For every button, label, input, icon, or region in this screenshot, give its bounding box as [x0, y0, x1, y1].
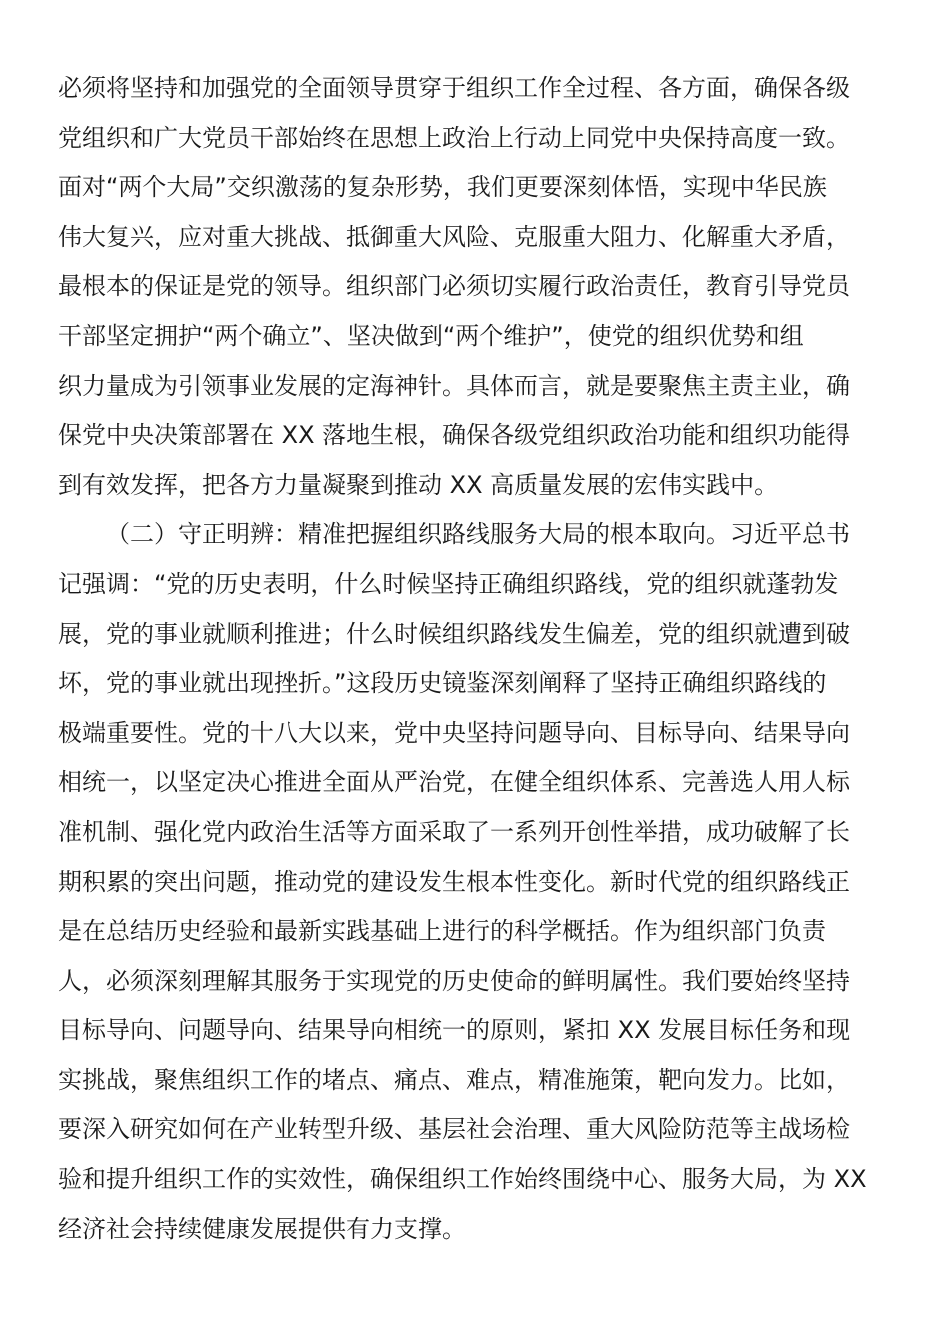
text-line: 人，必须深刻理解其服务于实现党的历史使命的鲜明属性。我们要始终坚持: [58, 966, 850, 995]
text-line: 实挑战，聚焦组织工作的堵点、痛点、难点，精准施策，靶向发力。比如，: [58, 1065, 850, 1094]
text-line: 准机制、强化党内政治生活等方面采取了一系列开创性举措，成功破解了长: [58, 817, 850, 846]
text-line: 到有效发挥，把各方力量凝聚到推动 XX 高质量发展的宏伟实践中。: [58, 470, 779, 499]
text-line: 保党中央决策部署在 XX 落地生根，确保各级党组织政治功能和组织功能得: [58, 421, 851, 450]
text-line: 最根本的保证是党的领导。组织部门必须切实履行政治责任，教育引导党员: [58, 272, 850, 301]
text-line: 干部坚定拥护“两个确立”、坚决做到“两个维护”，使党的组织优势和组: [58, 321, 804, 350]
text-line: 是在总结历史经验和最新实践基础上进行的科学概括。作为组织部门负责: [58, 917, 826, 946]
text-line: 党组织和广大党员干部始终在思想上政治上行动上同党中央保持高度一致。: [58, 123, 850, 152]
text-line: 记强调：“党的历史表明，什么时候坚持正确组织路线，党的组织就蓬勃发: [58, 569, 839, 598]
paragraph-1: [58, 64, 892, 510]
text-line: 目标导向、问题导向、结果导向相统一的原则，紧扣 XX 发展目标任务和现: [58, 1016, 851, 1045]
text-line: 展，党的事业就顺利推进；什么时候组织路线发生偏差，党的组织就遭到破: [58, 619, 850, 648]
paragraph-2: [58, 510, 892, 1254]
text-line: 验和提升组织工作的实效性，确保组织工作始终围绕中心、服务大局，为 XX: [58, 1165, 867, 1194]
text-line: 极端重要性。党的十八大以来，党中央坚持问题导向、目标导向、结果导向: [58, 718, 850, 747]
text-line: 要深入研究如何在产业转型升级、基层社会治理、重大风险防范等主战场检: [58, 1115, 850, 1144]
text-line: 面对“两个大局”交织激荡的复杂形势，我们更要深刻体悟，实现中华民族: [58, 173, 827, 202]
text-line: 必须将坚持和加强党的全面领导贯穿于组织工作全过程、各方面，确保各级: [58, 74, 850, 102]
text-line: 相统一，以坚定决心推进全面从严治党，在健全组织体系、完善选人用人标: [58, 768, 850, 797]
text-line: 织力量成为引领事业发展的定海神针。具体而言，就是要聚焦主责主业，确: [58, 371, 850, 400]
section-heading-line: （二）守正明辨：精准把握组织路线服务大局的根本取向。习近平总书: [106, 520, 850, 549]
document-body: [58, 64, 892, 1254]
text-line: 伟大复兴，应对重大挑战、抵御重大风险、克服重大阻力、化解重大矛盾，: [58, 222, 850, 251]
text-line: 期积累的突出问题，推动党的建设发生根本性变化。新时代党的组织路线正: [58, 867, 850, 896]
text-line: 坏，党的事业就出现挫折。”这段历史镜鉴深刻阐释了坚持正确组织路线的: [58, 669, 827, 698]
text-line: 经济社会持续健康发展提供有力支撑。: [58, 1214, 466, 1243]
